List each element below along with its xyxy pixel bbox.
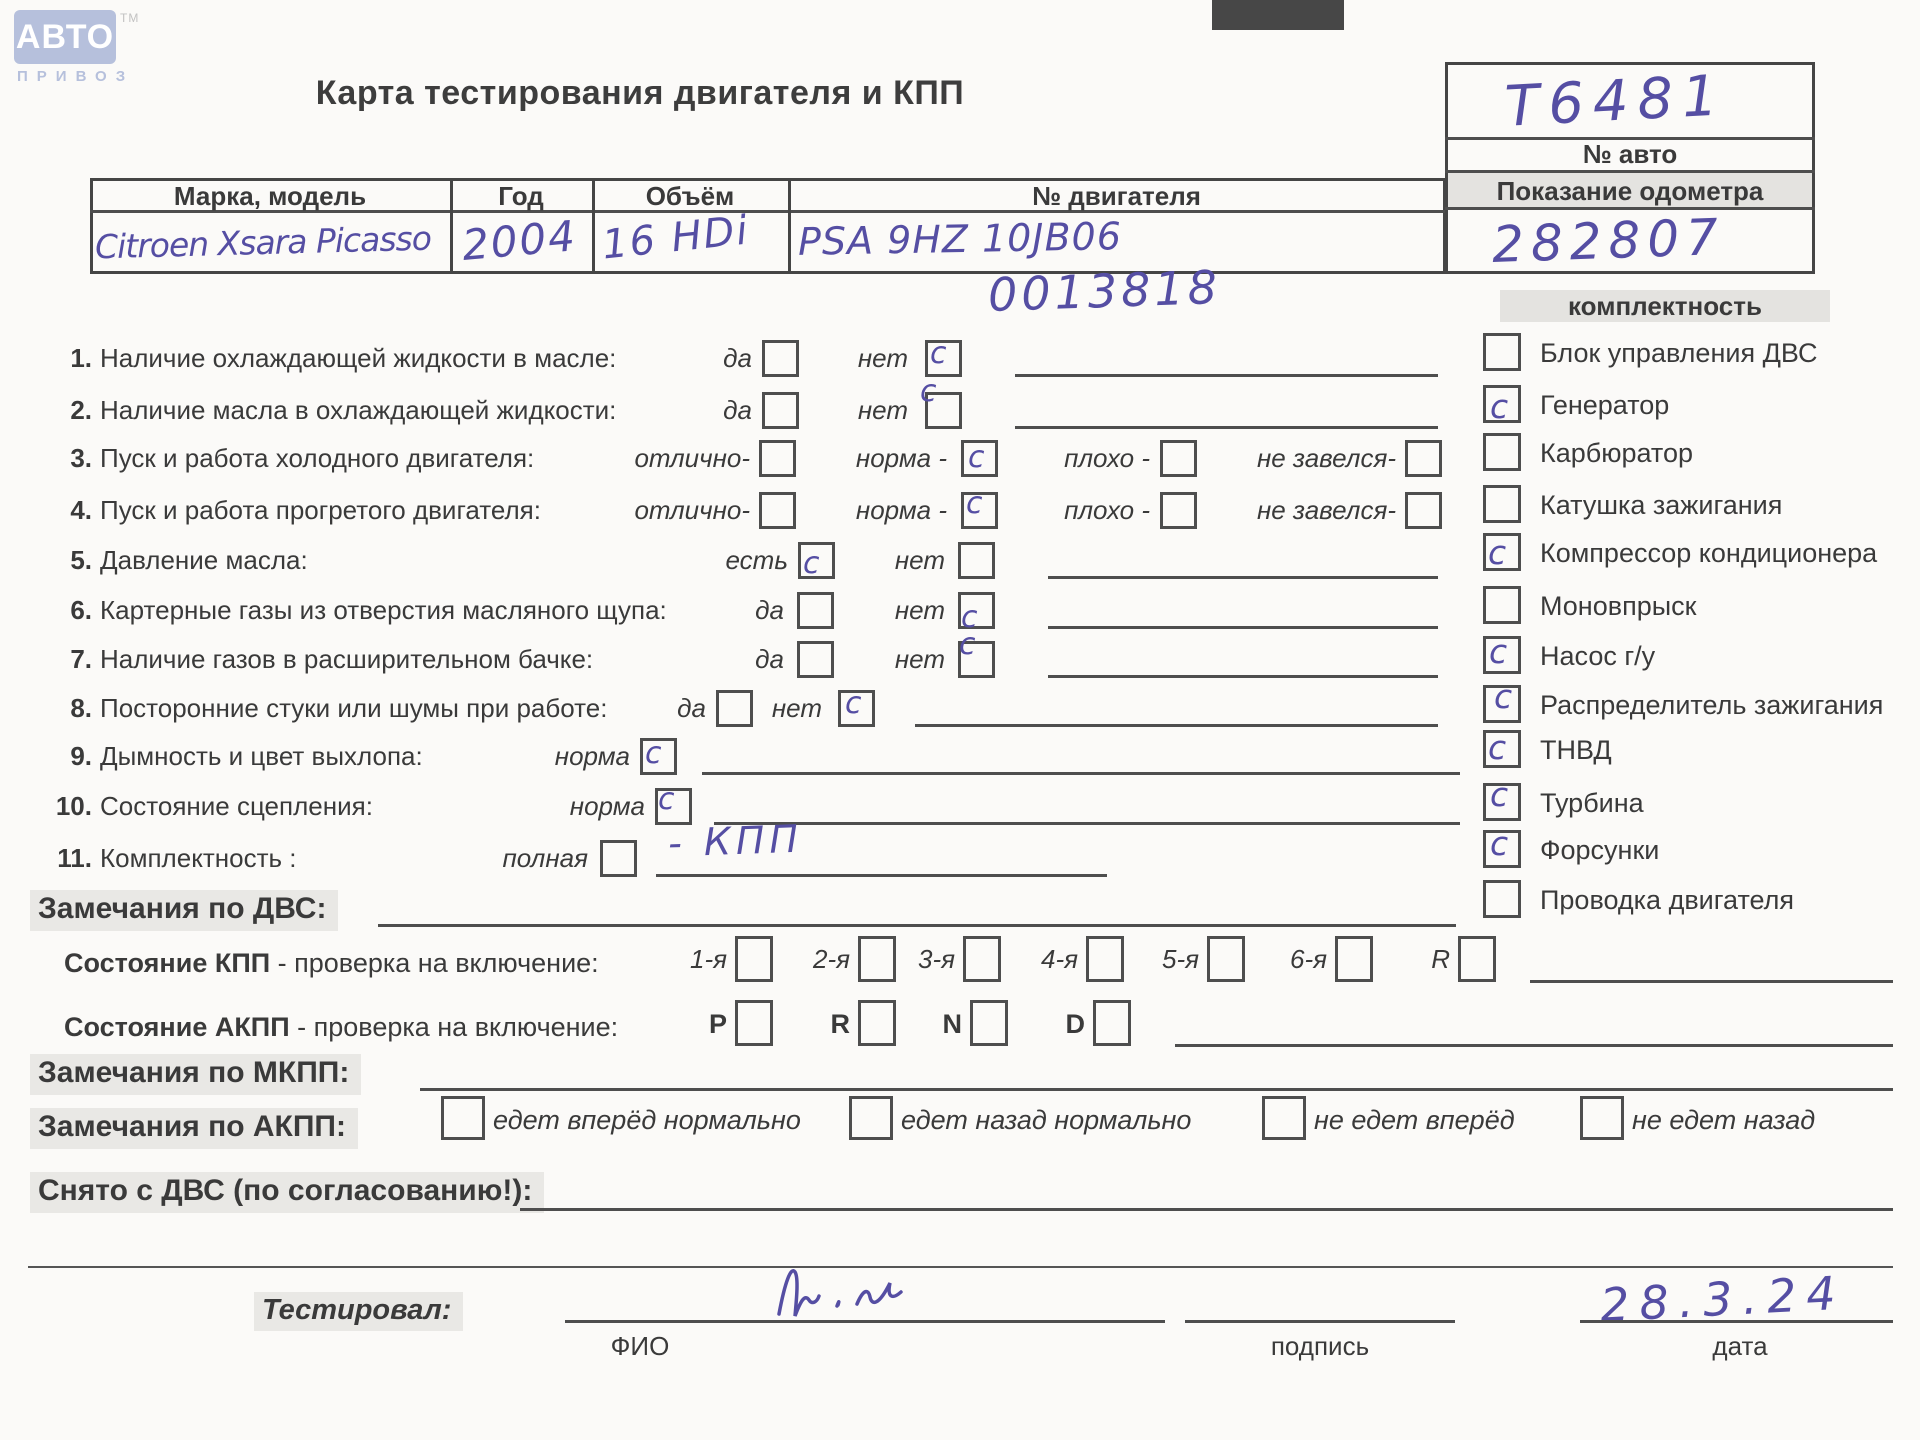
check-mark-ink: c [658,782,675,817]
kpp-gear-label: 3-я [917,944,955,974]
equipment-item-label: Форсунки [1540,835,1660,865]
checkbox[interactable] [600,840,637,877]
date-line[interactable] [1580,1320,1893,1323]
checkbox-option-label: да [755,595,784,625]
checkbox[interactable] [958,592,995,635]
akpp-gear-label: D [1065,1009,1085,1039]
checklist-item-number: 7. [70,644,92,674]
akpp-row-label [64,1012,618,1043]
checkbox-option-label: есть [725,545,788,575]
kpp-row-label-bold: Состояние КПП [64,948,271,978]
akpp-option-label: едет назад нормально [901,1105,1192,1135]
checklist-item-number: 4. [70,495,92,525]
checkbox[interactable] [1405,492,1442,529]
check-mark-ink: c [968,440,985,475]
mkpp-remarks-line[interactable] [420,1088,1893,1091]
checkbox[interactable] [838,686,875,727]
footer-rule [28,1266,1893,1268]
akpp-gear-label: P [708,1009,727,1039]
checkbox[interactable] [655,782,692,825]
kpp-gear-label: 6-я [1289,944,1327,974]
checklist-item-label: Наличие масла в охлаждающей жидкости: [100,395,617,425]
answer-line[interactable] [1048,675,1438,678]
checklist-item-label: Посторонние стуки или шумы при работе: [100,693,608,723]
check-mark-ink: c [645,736,662,771]
akpp-option-checkbox[interactable] [441,1096,485,1140]
kpp-row-label-rest: - проверка на включение: [270,948,599,978]
equipment-item-label: Карбюратор [1540,438,1694,468]
equipment-checkbox[interactable] [1483,333,1521,371]
equipment-item-label: Турбина [1540,788,1644,818]
akpp-gear-label: R [830,1009,850,1039]
akpp-gear-checkbox[interactable] [970,1000,1008,1046]
header-year: Год [498,181,544,211]
header-make-model: Марка, модель [173,181,367,211]
checkbox-option-label: норма - [855,443,947,473]
check-mark-ink: c [961,600,978,635]
logo [14,10,116,64]
checkbox-option-label: нет [894,545,945,575]
dvs-remarks-line[interactable] [378,924,1456,927]
checkbox-option-label: нет [771,693,822,723]
tested-by-label: Тестировал: [254,1292,463,1331]
akpp-row-label-bold: Состояние АКПП [64,1012,290,1042]
akpp-gear-checkbox[interactable] [1093,1000,1131,1046]
checkbox-option-label: да [723,395,752,425]
checklist-item-label: Наличие газов в расширительном бачке: [100,644,594,674]
kpp-row-label [64,948,599,979]
checkbox-option-label: плохо - [1064,495,1150,525]
akpp-gear-checkbox[interactable] [735,1000,773,1046]
answer-line[interactable] [1015,374,1438,377]
equipment-checkbox[interactable] [1483,485,1521,523]
checklist-item-label: Комплектность : [100,843,297,873]
ink-volume: 16 HDi [600,207,752,269]
checkbox-option-label: нет [857,343,908,373]
akpp-row-label-rest: - проверка на включение: [289,1012,619,1042]
checkbox-option-label: норма [554,741,630,771]
checkbox-option-label: плохо - [1064,443,1150,473]
checkbox[interactable] [640,738,677,775]
kpp-gear-checkbox[interactable] [1458,936,1496,982]
checkbox-option-label: не завелся- [1256,443,1396,473]
date-label: дата [1712,1331,1768,1361]
check-mark-ink: c [1490,775,1509,814]
section-mkpp-remarks: Замечания по МКПП: [30,1054,361,1095]
checklist-item-label: Картерные газы из отверстия масляного щупа: [100,595,667,625]
check-mark-ink: c [966,486,983,521]
kpp-gear-label: 4-я [1040,944,1078,974]
equipment-checkbox[interactable] [1483,433,1521,471]
equipment-item-label: Генератор [1540,390,1670,420]
fio-line[interactable] [565,1320,1165,1323]
equipment-item-label: Насос г/у [1540,641,1656,671]
checkbox-option-label: норма [569,791,645,821]
header-engine-no: № двигателя [1032,181,1201,211]
scan-artifact-bar [1212,0,1344,30]
answer-line[interactable] [656,874,1107,877]
signature-ink [765,1260,955,1324]
checklist-item-number: 1. [70,343,92,373]
check-mark-ink: c [959,627,976,662]
equipment-checkbox[interactable] [1483,533,1521,571]
signature-label: подпись [1270,1331,1370,1361]
ink-engine-no: PSA 9HZ 10JB06 [797,214,1123,264]
checkbox-option-label: не завелся- [1256,495,1396,525]
equipment-checkbox[interactable] [1483,632,1521,674]
check-mark-ink: c [1489,632,1508,671]
akpp-option-label: не едет вперёд [1314,1105,1515,1135]
check-mark-ink: c [920,374,937,409]
ink-year: 2004 [460,211,579,270]
checkbox-option-label: да [755,644,784,674]
equipment-item-label: Блок управления ДВС [1540,338,1818,368]
akpp-gear-checkbox[interactable] [858,1000,896,1046]
answer-line[interactable] [915,724,1438,727]
checklist-item-number: 3. [70,443,92,473]
akpp-option-label: не едет назад [1632,1105,1816,1135]
equipment-item-label: Катушка зажигания [1540,490,1783,520]
kpp-gear-label: 5-я [1161,944,1199,974]
kpp-gear-label: 1-я [689,944,727,974]
answer-line[interactable] [714,822,1460,825]
checklist-item-label: Пуск и работа прогретого двигателя: [100,495,541,525]
signature-line[interactable] [1185,1320,1455,1323]
page-title: Карта тестирования двигателя и КПП [315,74,965,112]
akpp-option-label: едет вперёд нормально [493,1105,801,1135]
kpp-gear-label: 2-я [812,944,850,974]
check-mark-ink: c [1488,728,1507,767]
checkbox[interactable] [958,627,995,678]
equipment-checkbox[interactable] [1483,677,1521,723]
header-car-no: № авто [1582,139,1678,169]
akpp-answer-line[interactable] [1175,1044,1893,1047]
equipment-checkbox[interactable] [1483,385,1521,426]
equipment-item-label: Моновпрыск [1540,591,1697,621]
checkbox[interactable] [1405,440,1442,477]
check-mark-ink: c [1488,533,1507,572]
check-mark-ink: c [930,336,947,371]
equipment-item-label: Распределитель зажигания [1540,690,1884,720]
checklist-item-number: 11. [57,843,92,873]
kpp-gear-label: R [1431,944,1450,974]
equipment-header: комплектность [1568,291,1762,321]
ink-car-no: Т6481 [1503,63,1729,140]
checklist-item-number: 6. [70,595,92,625]
equipment-item-label: Компрессор кондиционера [1540,538,1878,568]
checklist-item-number: 8. [70,693,92,723]
car-no-divider [1445,207,1815,210]
akpp-option-checkbox[interactable] [1580,1096,1624,1140]
answer-line[interactable] [1048,626,1438,629]
check-mark-ink: c [1490,824,1509,863]
logo-brand: АВТО [15,17,115,56]
ink-odometer: 282807 [1491,207,1726,275]
kpp-answer-line[interactable] [1530,980,1893,983]
equipment-checkbox[interactable] [1483,775,1521,821]
checklist-item-label: Состояние сцепления: [100,791,373,821]
checklist-item-number: 5. [70,545,92,575]
check-mark-ink: c [1490,387,1509,426]
answer-line[interactable] [702,772,1460,775]
logo-sub: ПРИВОЗ [17,68,135,85]
equipment-item-label: Проводка двигателя [1540,885,1794,915]
akpp-gear-label: N [942,1009,962,1039]
checklist-item-number: 9. [70,741,92,771]
checkbox-option-label: да [677,693,706,723]
ink-make-model: Citroen Xsara Picasso [94,218,432,267]
answer-line[interactable] [1048,576,1438,579]
equipment-checkbox[interactable] [1483,824,1521,868]
checkbox-option-label: да [723,343,752,373]
checklist-item-number: 10. [55,791,92,821]
ink-date: 28.3.24 [1598,1265,1847,1333]
checkbox-option-label: норма - [855,495,947,525]
checkbox[interactable] [958,542,995,579]
section-removed-from-dvs: Снято с ДВС (по согласованию!): [30,1172,544,1213]
equipment-item-label: ТНВД [1540,735,1612,765]
check-mark-ink: c [1494,677,1513,716]
checklist-item-label: Дымность и цвет выхлопа: [100,741,423,771]
checkbox[interactable] [920,374,962,429]
fio-label: ФИО [610,1331,670,1361]
checklist-item-number: 2. [70,395,92,425]
akpp-option-checkbox[interactable] [1262,1096,1306,1140]
equipment-checkbox[interactable] [1483,730,1521,768]
equipment-checkbox[interactable] [1483,586,1521,624]
ink-note: - КПП [667,816,804,866]
checkbox-option-label: отлично- [634,443,750,473]
check-mark-ink: c [803,546,820,581]
checkbox[interactable] [925,336,962,377]
checklist-item-label: Давление масла: [100,545,308,575]
checkbox-option-label: отлично- [634,495,750,525]
checklist-item-label: Наличие охлаждающей жидкости в масле: [100,343,617,373]
checklist-item-label: Пуск и работа холодного двигателя: [100,443,535,473]
section-akpp-remarks: Замечания по АКПП: [30,1108,358,1149]
answer-line[interactable] [1015,426,1438,429]
checkbox-option-label: полная [502,843,588,873]
akpp-option-checkbox[interactable] [849,1096,893,1140]
header-volume: Объём [645,181,735,211]
check-mark-ink: c [845,686,862,721]
ink-engine-no-line2: 0013818 [987,259,1222,323]
section-dvs-remarks: Замечания по ДВС: [30,890,338,931]
checkbox-option-label: нет [857,395,908,425]
checkbox-option-label: нет [894,644,945,674]
equipment-checkbox[interactable] [1483,880,1521,918]
removed-line[interactable] [520,1208,1893,1211]
logo-tm: ТМ [120,11,140,25]
checkbox-option-label: нет [894,595,945,625]
header-odometer: Показание одометра [1496,176,1764,206]
